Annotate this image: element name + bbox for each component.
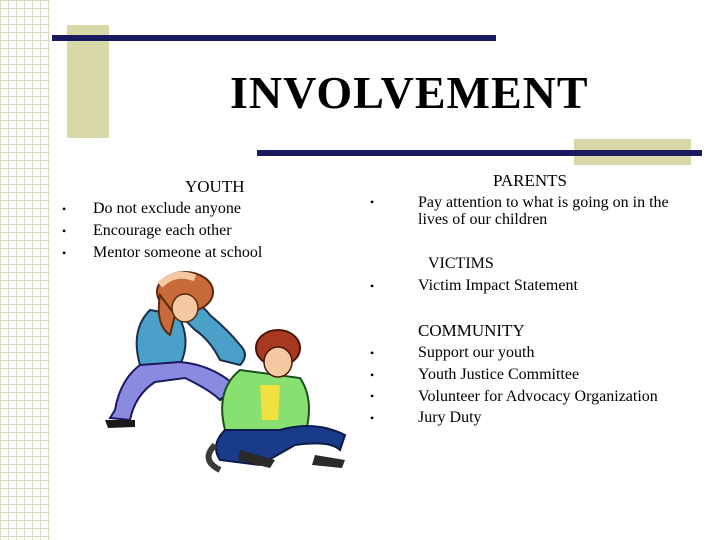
list-item: • Victim Impact Statement <box>380 277 700 295</box>
navy-top-bar <box>52 35 496 41</box>
page-title: INVOLVEMENT <box>230 67 589 118</box>
list-item: • Encourage each other <box>56 222 356 240</box>
victims-heading: VICTIMS <box>428 255 494 272</box>
sad-youths-clipart <box>100 270 360 485</box>
khaki-vertical-bar <box>67 25 109 138</box>
list-item: • Mentor someone at school <box>56 244 356 262</box>
community-list <box>380 344 680 431</box>
parents-list <box>380 194 700 232</box>
youth-heading: YOUTH <box>185 177 245 196</box>
list-item: • Jury Duty <box>380 409 680 427</box>
list-item: • Pay attention to what is going on in the lives of our children <box>380 194 700 228</box>
parents-heading: PARENTS <box>493 171 568 190</box>
list-item: • Do not exclude anyone <box>56 200 356 218</box>
grid-pattern-strip <box>0 0 50 540</box>
list-item: • Support our youth <box>380 344 680 362</box>
list-item: • Volunteer for Advocacy Organization <box>380 388 680 405</box>
navy-bottom-bar <box>257 150 702 156</box>
list-item: • Youth Justice Committee <box>380 366 680 384</box>
victims-list <box>380 277 700 299</box>
community-heading: COMMUNITY <box>418 321 525 340</box>
youth-list <box>56 200 356 266</box>
